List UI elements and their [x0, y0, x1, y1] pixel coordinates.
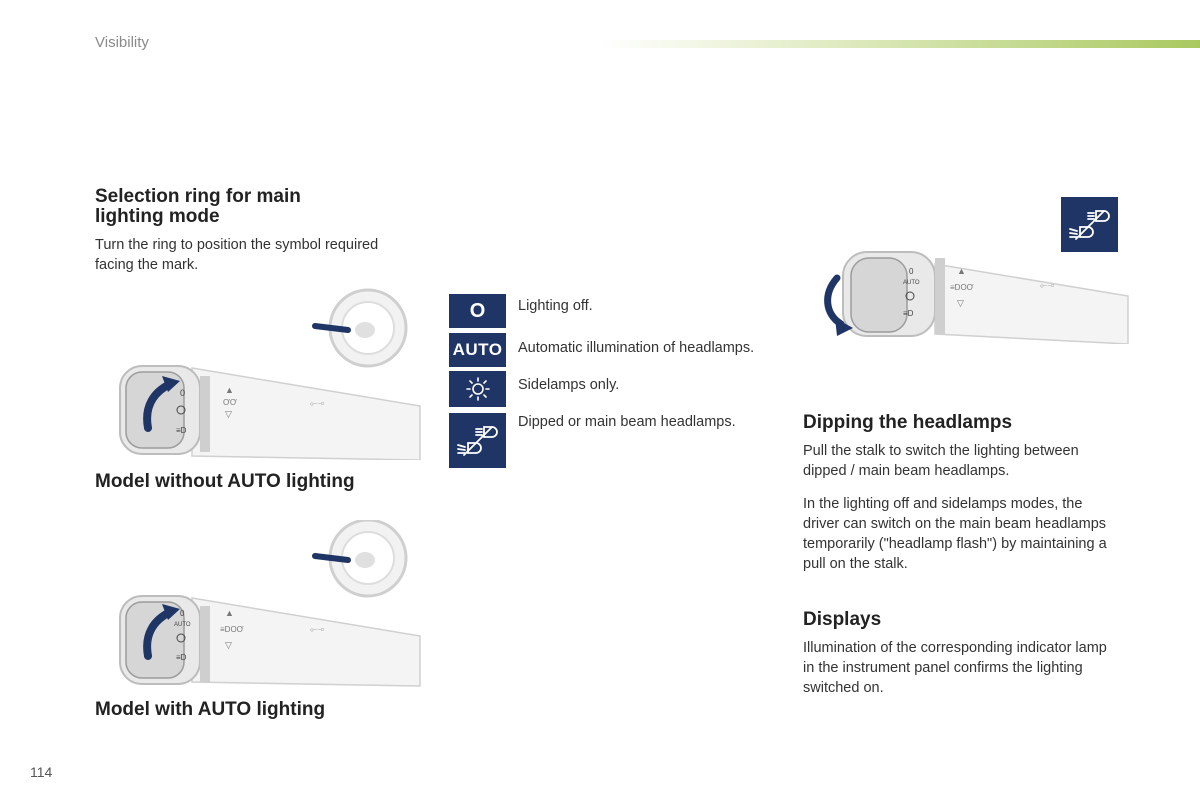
stalk-icon — [843, 252, 1128, 344]
dipped-main-beam-glyph — [454, 421, 502, 461]
header-accent-bar — [600, 40, 1200, 48]
heading-line: Selection ring for main — [95, 186, 301, 207]
svg-text:⟜⊸: ⟜⊸ — [310, 398, 325, 408]
legend-label-dipped-main: Dipped or main beam headlamps. — [518, 414, 736, 430]
svg-text:▽: ▽ — [957, 298, 964, 308]
dipping-paragraph-1 — [803, 441, 1079, 481]
svg-text:0: 0 — [909, 267, 914, 276]
text-line: In the lighting off and sidelamps modes, the — [803, 496, 1083, 512]
selection-ring-heading — [95, 187, 301, 227]
text-line: in the instrument panel confirms the lighting — [803, 660, 1083, 676]
dipping-paragraph-2 — [803, 494, 1107, 574]
svg-text:▲: ▲ — [225, 385, 234, 395]
steering-wheel-icon — [315, 520, 406, 596]
svg-text:≡DOƠ: ≡DOƠ — [220, 625, 244, 634]
text-line: switched on. — [803, 680, 884, 696]
steering-wheel-icon — [315, 290, 406, 366]
dipped-main-beam-icon — [449, 413, 506, 468]
legend-label-auto: Automatic illumination of headlamps. — [518, 340, 755, 356]
text-line: pull on the stalk. — [803, 556, 908, 572]
dipping-heading: Dipping the headlamps — [803, 412, 1013, 433]
legend-label-off: Lighting off. — [518, 298, 593, 314]
text-line: dipped / main beam headlamps. — [803, 463, 1010, 479]
svg-text:▲: ▲ — [225, 608, 234, 618]
stalk-pull-illustration — [815, 244, 1130, 344]
svg-text:▽: ▽ — [225, 409, 232, 419]
text-line: temporarily ("headlamp flash") by maintaining a — [803, 536, 1107, 552]
off-icon-text: O — [469, 299, 486, 322]
stalk-auto-label: AUTO — [174, 622, 191, 628]
sidelamps-icon — [449, 371, 506, 407]
svg-text:≡D: ≡D — [903, 309, 914, 318]
displays-paragraph — [803, 638, 1107, 698]
svg-text:⟜⊸: ⟜⊸ — [1040, 280, 1055, 290]
model-without-auto-heading: Model without AUTO lighting — [95, 471, 355, 492]
svg-text:≡D: ≡D — [176, 653, 187, 662]
model-with-auto-heading: Model with AUTO lighting — [95, 699, 326, 720]
heading-line: lighting mode — [95, 206, 220, 227]
selection-ring-text — [95, 235, 378, 275]
section-title: Visibility — [95, 34, 149, 51]
svg-text:0: 0 — [180, 609, 185, 618]
svg-text:≡DOƠ: ≡DOƠ — [950, 283, 974, 292]
displays-heading: Displays — [803, 609, 882, 630]
text-line: Pull the stalk to switch the lighting between — [803, 443, 1079, 459]
auto-icon-text: AUTO — [452, 340, 503, 359]
svg-text:≡D: ≡D — [176, 426, 187, 435]
svg-text:▲: ▲ — [957, 266, 966, 276]
text-line: Turn the ring to position the symbol required — [95, 237, 379, 253]
legend-label-sidelamps: Sidelamps only. — [518, 377, 620, 393]
off-icon — [449, 294, 506, 328]
stalk-illustration-with-auto — [110, 520, 422, 692]
pull-arrow-icon — [828, 278, 841, 324]
svg-text:AUTO: AUTO — [903, 280, 920, 286]
sidelamps-glyph — [465, 376, 491, 402]
text-line: Illumination of the corresponding indicator lamp — [803, 640, 1107, 656]
svg-text:▽: ▽ — [225, 640, 232, 650]
page-number: 114 — [30, 764, 53, 780]
auto-icon — [449, 333, 506, 367]
svg-text:0: 0 — [180, 388, 186, 398]
text-line: facing the mark. — [95, 257, 199, 273]
svg-text:ƠƠ: ƠƠ — [223, 398, 237, 407]
dipped-main-beam-glyph — [1066, 205, 1114, 245]
text-line: driver can switch on the main beam headlamps — [803, 516, 1107, 532]
stalk-illustration-without-auto — [110, 288, 422, 460]
svg-text:⟜⊸: ⟜⊸ — [310, 624, 325, 634]
